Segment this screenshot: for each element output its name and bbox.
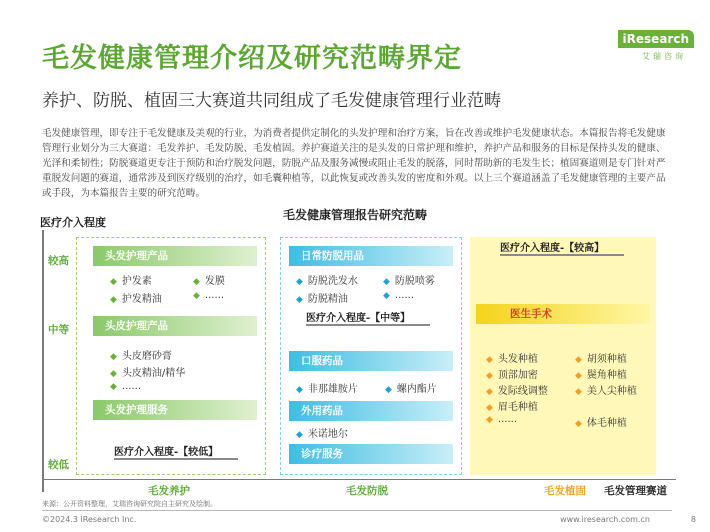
copyright: ©2024.3 iResearch Inc. [42,515,137,524]
logo-text: iResearch [618,30,694,48]
scalp-item: ◆ 头皮精油/精华 [110,368,186,379]
anti-loss-level-label: 医疗介入程度-【中等】 [306,313,411,324]
oral-item: ◆ 非那雄胺片 [296,384,358,395]
care-level-underline [114,458,238,460]
source-note: 来源：公开资料整理，艾瑞咨询研究院自主研究及绘制。 [42,500,217,508]
care-item: ◆ ...... [193,290,224,301]
track-planting-label: 毛发植固 [544,485,586,497]
y-axis-label: 医疗介入程度 [40,216,106,229]
scalp-care-products-header: 头皮护理产品 [93,316,257,336]
hair-care-service-header: 头发护理服务 [93,400,257,420]
planting-item: ◆ ...... [486,414,517,425]
scalp-item: ◆ 头皮磨砂膏 [110,351,172,362]
planting-item: ◆ 发际线调整 [486,386,548,397]
y-tick-high: 较高 [48,255,69,267]
x-axis-label: 毛发管理赛道 [604,485,667,497]
planting-item: ◆ 鬓角种植 [575,370,627,381]
anti-loss-level-underline [306,324,430,326]
logo-subtext: 艾瑞咨询 [642,52,686,61]
planting-item: ◆ 体毛种植 [575,418,627,429]
x-axis [42,479,676,480]
care-level-label: 医疗介入程度-【较低】 [114,447,219,458]
planting-level-underline [500,254,624,256]
anti-loss-item: ◆ ...... [383,290,414,301]
care-item: ◆ 护发素 [110,276,152,287]
topical-item: ◆ 米诺地尔 [296,429,348,440]
scalp-item: ◆ ...... [110,381,141,392]
oral-item: ◆ 螺内酯片 [385,384,437,395]
topical-medicine-header: 外用药品 [289,401,453,421]
y-tick-low: 较低 [48,459,69,471]
planting-item: ◆ 眉毛种植 [486,402,538,413]
anti-loss-item: ◆ 防脱洗发水 [296,276,358,287]
intro-paragraph: 毛发健康管理，即专注于毛发健康及美观的行业，为消费者提供定制化的头发护理和治疗方案，旨在改善或维护毛发健康状态。本篇报告将毛发健康管理行业划分为三大赛道：毛发养护、毛发防脱、毛发植固。养护赛道关注的是头发的日常护理和维护，养护产品和服务的目标是保持头发的健康、光泽和柔韧性；防脱赛道更专注于预防和治疗脱发问题，防脱产品及服务减慢或阻止毛发的脱落，同时帮助新的毛发生长；植固赛道则是专门针对严重脱发问题的赛道，通常涉及到医疗级别的治疗，如毛囊种植等，以此恢复或改善头发的密度和外观。以上三个赛道涵盖了毛发健康管理的主要产品或手段，为本篇报告主要的研究范畴。 [42,128,666,199]
anti-loss-item: ◆ 防脱喷雾 [383,276,435,287]
y-axis [42,230,44,492]
oral-medicine-header: 口服药品 [289,351,453,371]
anti-loss-item: ◆ 防脱精油 [296,294,348,305]
page-subtitle: 养护、防脱、植固三大赛道共同组成了毛发健康管理行业范畴 [42,91,501,111]
care-item: ◆ 发膜 [193,276,225,287]
hair-care-products-header: 头发护理产品 [93,246,257,266]
page-number: 8 [690,515,696,524]
planting-item: ◆ 胡须种植 [575,354,627,365]
clinic-service-header: 诊疗服务 [289,444,453,464]
iresearch-logo [614,30,694,66]
planting-level-label: 医疗介入程度-【较高】 [500,243,605,254]
planting-item: ◆ 头发种植 [486,354,538,365]
chart-title: 毛发健康管理报告研究范畴 [282,208,427,222]
surgery-header: 医生手术 [476,304,650,324]
planting-item: ◆ 顶部加密 [486,370,538,381]
y-tick-mid: 中等 [48,324,69,336]
page-title: 毛发健康管理介绍及研究范畴界定 [42,43,462,74]
track-anti-loss-label: 毛发防脱 [346,485,388,497]
daily-anti-loss-header: 日常防脱用品 [289,246,453,266]
care-item: ◆ 护发精油 [110,294,162,305]
website-link[interactable]: www.iresearch.com.cn [560,515,650,524]
footer-divider [42,510,672,511]
planting-item: ◆ 美人尖种植 [575,386,637,397]
track-care-label: 毛发养护 [148,485,190,497]
